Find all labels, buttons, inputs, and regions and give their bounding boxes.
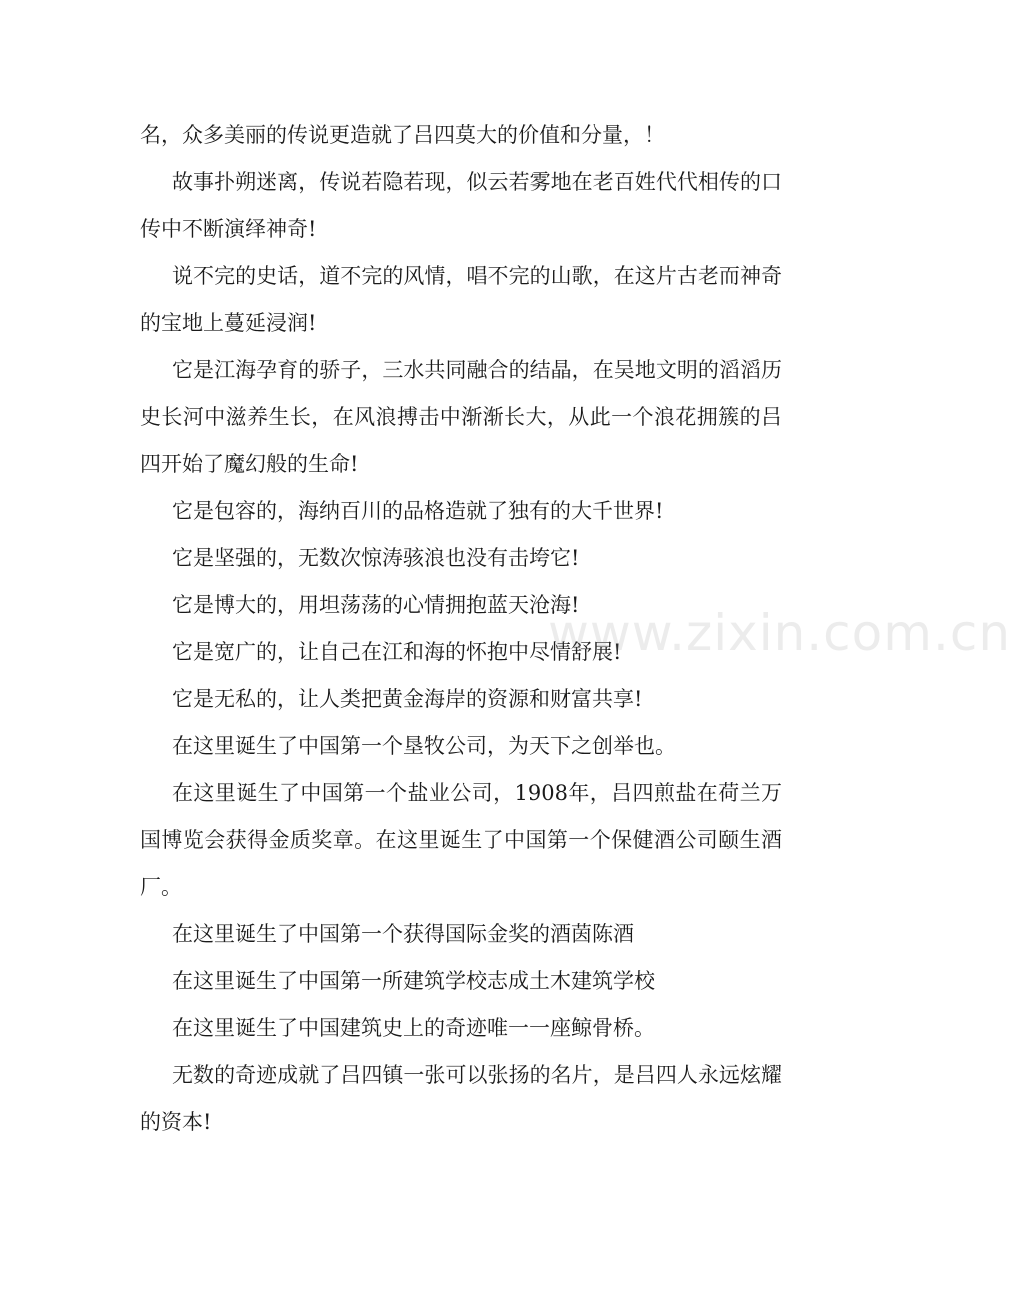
paragraph-7: 它是博大的，用坦荡荡的心情拥抱蓝天沧海! (172, 593, 580, 617)
paragraph-2: 故事扑朔迷离，传说若隐若现，似云若雾地在老百姓代代相传的口传中不断演绎神奇! (140, 170, 782, 241)
paragraph-15: 无数的奇迹成就了吕四镇一张可以张扬的名片，是吕四人永远炫耀的资本! (140, 1063, 782, 1134)
paragraph-12: 在这里诞生了中国第一个获得国际金奖的酒茵陈酒 (172, 922, 634, 946)
paragraph-6: 它是坚强的，无数次惊涛骇浪也没有击垮它! (172, 546, 580, 570)
paragraph-10: 在这里诞生了中国第一个垦牧公司，为天下之创举也。 (172, 734, 676, 758)
paragraph-9: 它是无私的，让人类把黄金海岸的资源和财富共享! (172, 687, 643, 711)
paragraph-11: 在这里诞生了中国第一个盐业公司，1908年，吕四煎盐在荷兰万国博览会获得金质奖章。在这里诞生了中国第一个保健酒公司颐生酒厂。 (140, 781, 782, 899)
paragraph-8: 它是宽广的，让自己在江和海的怀抱中尽情舒展! (172, 640, 622, 664)
paragraph-1: 名，众多美丽的传说更造就了吕四莫大的价值和分量，！ (140, 123, 665, 147)
document-body (140, 112, 782, 1146)
paragraph-14: 在这里诞生了中国建筑史上的奇迹唯一一座鲸骨桥。 (172, 1016, 655, 1040)
paragraph-13: 在这里诞生了中国第一所建筑学校志成土木建筑学校 (172, 969, 655, 993)
paragraph-4: 它是江海孕育的骄子，三水共同融合的结晶，在吴地文明的滔滔历史长河中滋养生长，在风浪搏击中渐渐长大，从此一个浪花拥簇的吕四开始了魔幻般的生命! (140, 358, 782, 476)
paragraph-5: 它是包容的，海纳百川的品格造就了独有的大千世界! (172, 499, 664, 523)
watermark-text: www.zixin.com.cn (548, 604, 1011, 662)
paragraph-3: 说不完的史话，道不完的风情，唱不完的山歌，在这片古老而神奇的宝地上蔓延浸润! (140, 264, 782, 335)
